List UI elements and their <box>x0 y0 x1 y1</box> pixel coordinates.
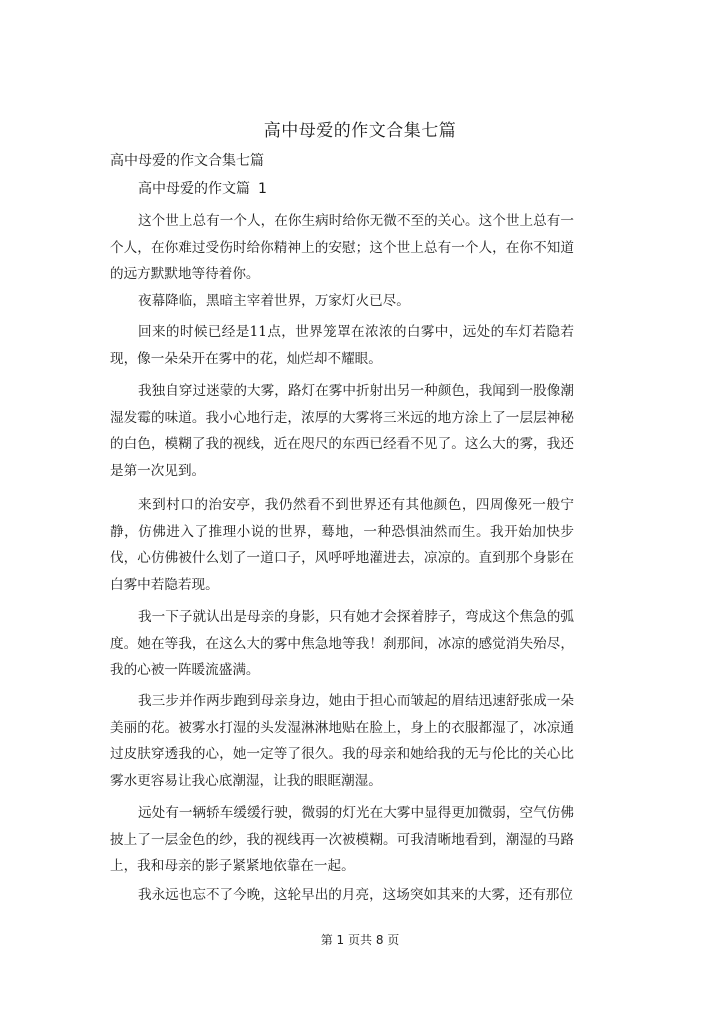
paragraph: 我永远也忘不了今晚，这轮早出的月亮，这场突如其来的大雾，还有那位 <box>138 887 573 903</box>
paragraph: 回来的时候已经是11点，世界笼罩在浓浓的白雾中，远处的车灯若隐若现，像一朵朵开在雾中的花，灿烂却不耀眼。 <box>110 324 574 367</box>
page-footer: 第 1 页共 8 页 <box>320 933 400 947</box>
paragraph: 我三步并作两步跑到母亲身边，她由于担心而皱起的眉结迅速舒张成一朵美丽的花。被雾水打湿的头发湿淋淋地贴在脸上，身上的衣服都湿了，冰凉通过皮肤穿透我的心，她一定等了很久。我的母亲和她给我的无与伦比的关心比雾水更容易让我心底潮湿，让我的眼眶潮湿。 <box>110 693 574 789</box>
document-subtitle: 高中母爱的作文合集七篇 <box>110 153 264 169</box>
page-title: 高中母爱的作文合集七篇 <box>263 121 457 141</box>
paragraph: 夜幕降临，黑暗主宰着世界，万家灯火已尽。 <box>138 293 410 309</box>
chapter-label: 高中母爱的作文篇 <box>138 181 250 197</box>
paragraph: 我独自穿过迷蒙的大雾，路灯在雾中折射出另一种颜色，我闻到一股像潮湿发霉的味道。我小心地行走，浓厚的大雾将三米远的地方涂上了一层层神秘的白色，模糊了我的视线，近在咫尺的东西已经看不见了。这么大的雾，我还是第一次见到。 <box>110 383 574 479</box>
paragraph: 远处有一辆轿车缓缓行驶，微弱的灯光在大雾中显得更加微弱，空气仿佛披上了一层金色的纱，我的视线再一次被模糊。可我清晰地看到，潮湿的马路上，我和母亲的影子紧紧地依靠在一起。 <box>110 805 574 874</box>
paragraph: 来到村口的治安亭，我仍然看不到世界还有其他颜色，四周像死一般宁静，仿佛进入了推理小说的世界，蓦地，一种恐惧油然而生。我开始加快步伐，心仿佛被什么划了一道口子，风呼呼地灌进去，凉凉的。直到那个身影在白雾中若隐若现。 <box>110 497 574 593</box>
chapter-number: 1 <box>258 181 267 197</box>
paragraph: 这个世上总有一个人，在你生病时给你无微不至的关心。这个世上总有一个人，在你难过受伤时给你精神上的安慰；这个世上总有一个人，在你不知道的远方默默地等待着你。 <box>110 213 574 282</box>
chapter-heading <box>138 178 267 198</box>
paragraph: 我一下子就认出是母亲的身影，只有她才会探着脖子，弯成这个焦急的弧度。她在等我，在这么大的雾中焦急地等我！刹那间，冰凉的感觉消失殆尽，我的心被一阵暖流盛满。 <box>110 609 574 678</box>
